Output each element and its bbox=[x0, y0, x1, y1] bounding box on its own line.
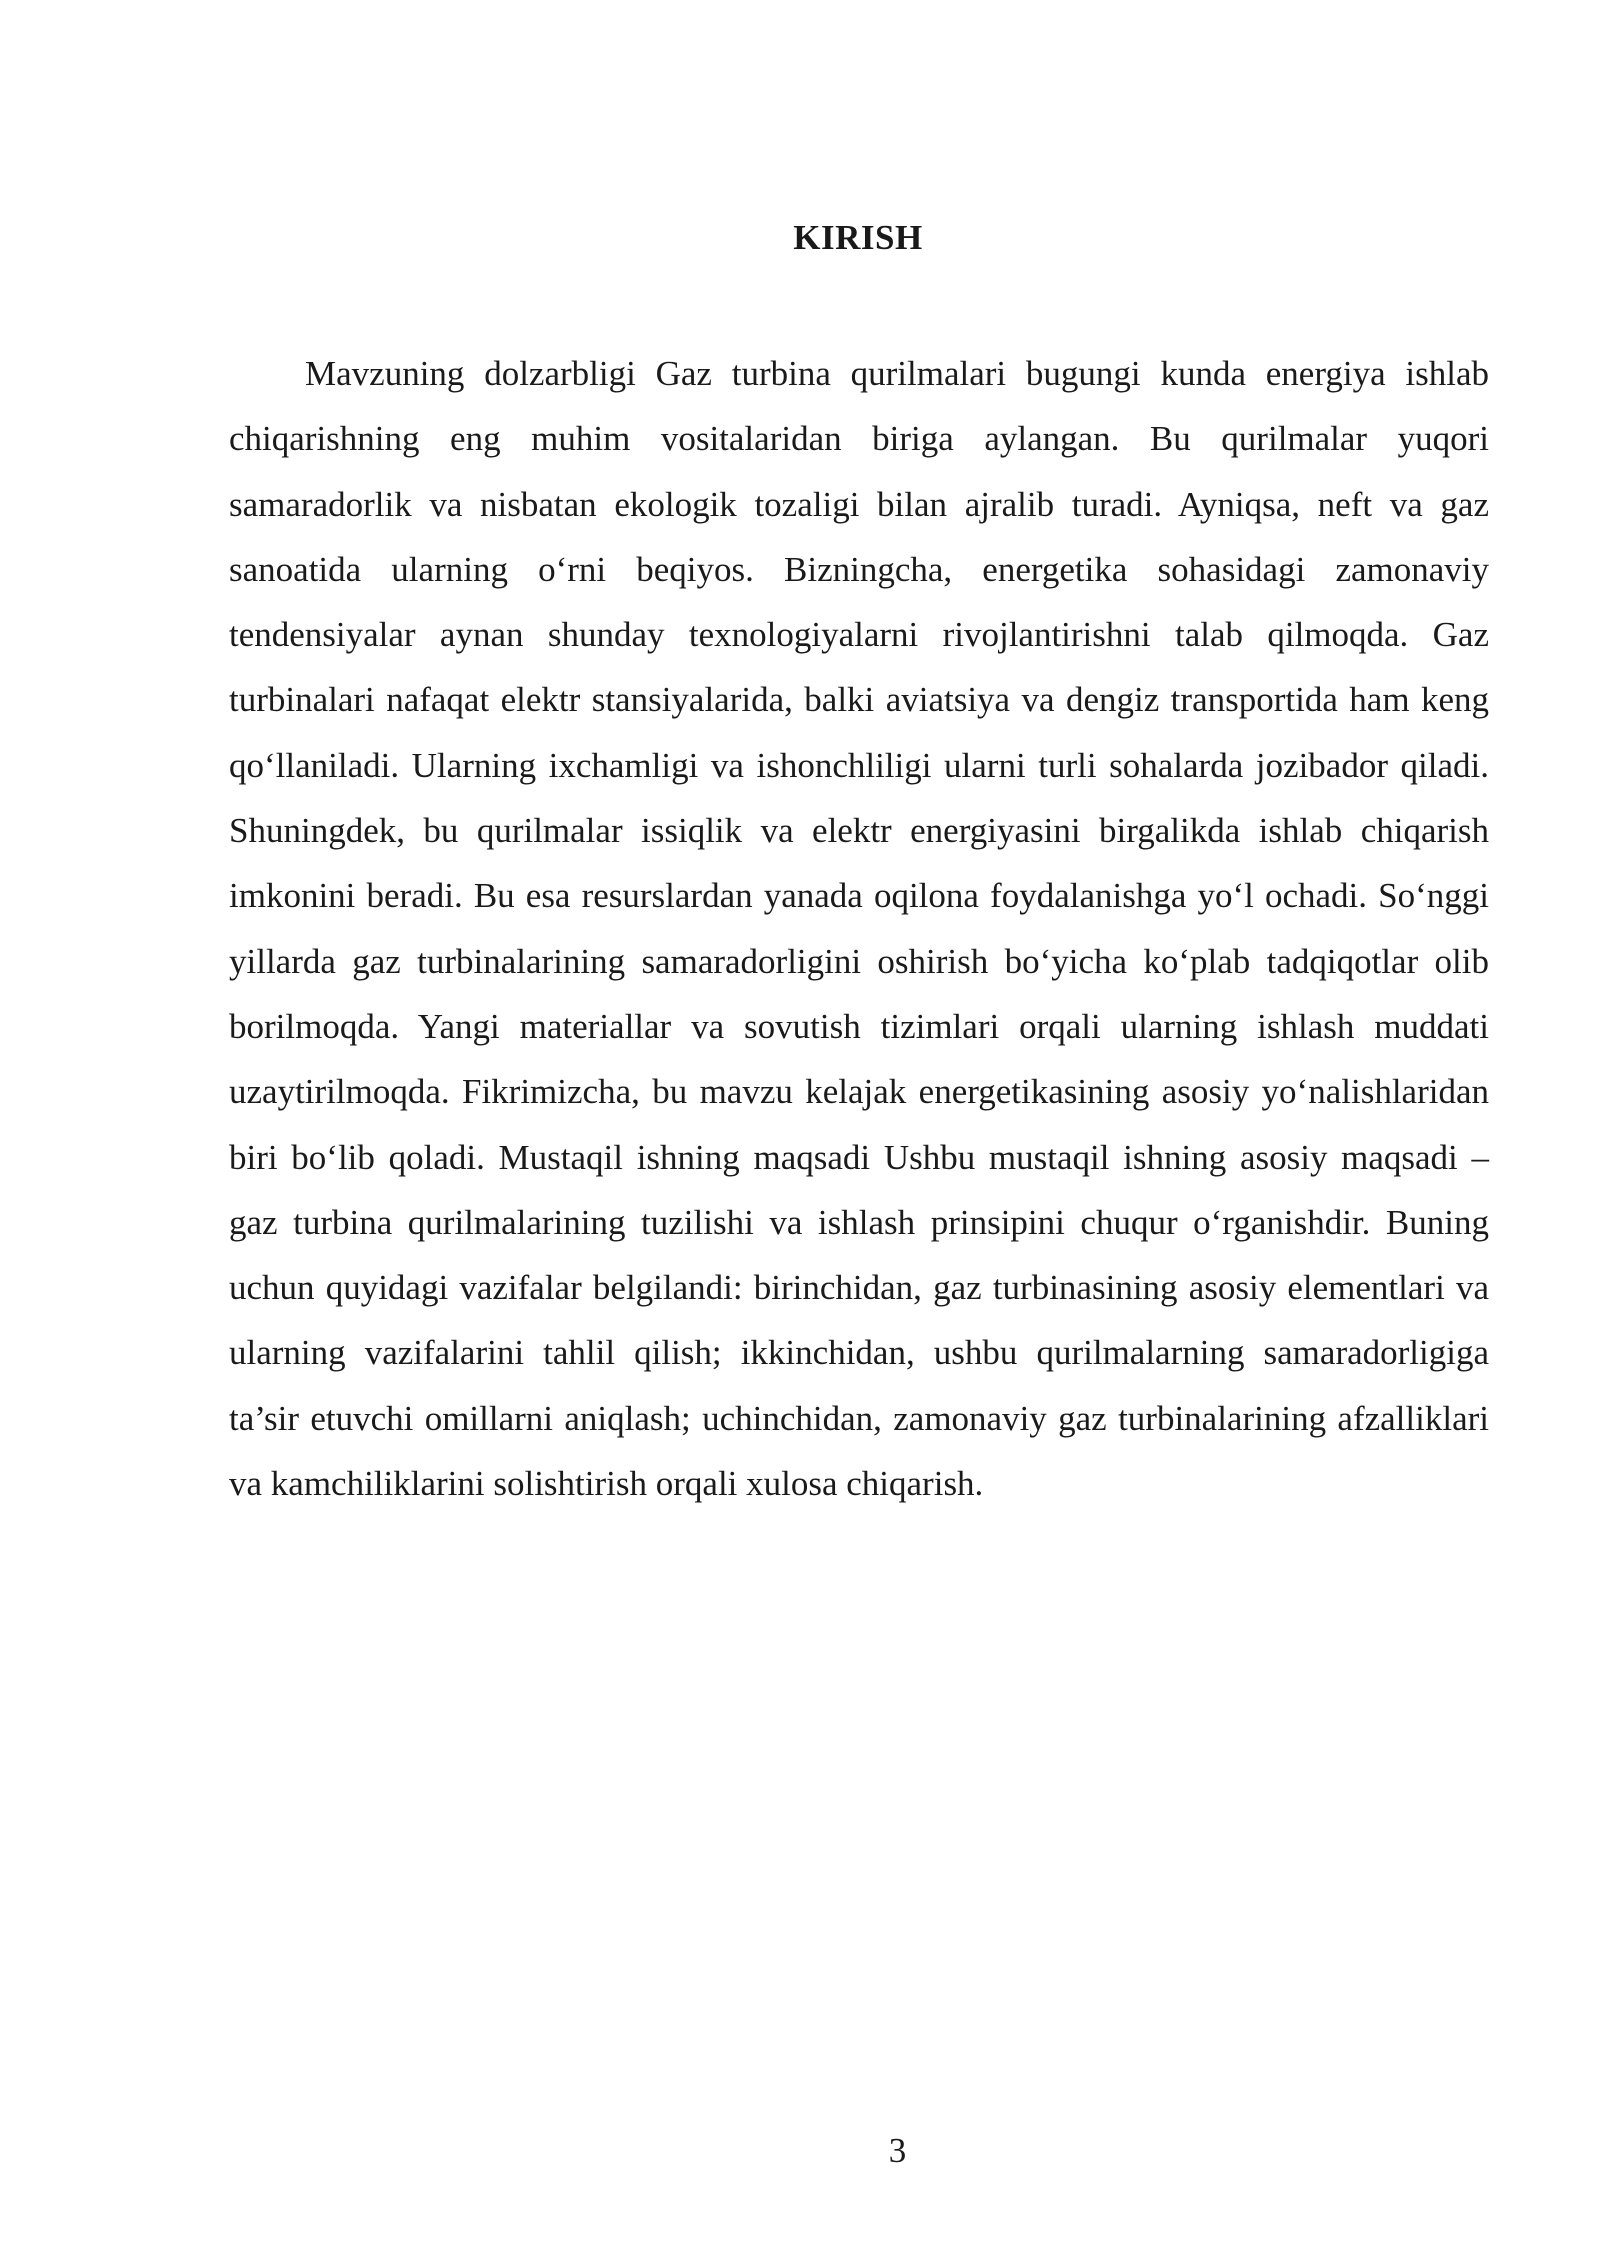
page-number: 3 bbox=[888, 2131, 907, 2170]
body-paragraph: Mavzuning dolzarbligi Gaz turbina qurilmalari bugungi kunda energiya ishlab chiqarishning eng muhim vositalaridan biriga aylangan. Bu qurilmalar yuqori samaradorlik va nisbatan ekologik tozaligi bilan ajralib turadi. Ayniqsa, neft va gaz sanoatida ularning o‘rni beqiyos. Bizningcha, energetika sohasidagi zamonaviy tendensiyalar aynan shunday texnologiyalarni rivojlantirishni talab qilmoqda. Gaz turbinalari nafaqat elektr stansiyalarida, balki aviatsiya va dengiz transportida ham keng qo‘llaniladi. Ularning ixchamligi va ishonchliligi ularni turli sohalarda jozibador qiladi. Shuningdek, bu qurilmalar issiqlik va elektr energiyasini birgalikda ishlab chiqarish imkonini beradi. Bu esa resurslardan yanada oqilona foydalanishga yo‘l ochadi. So‘nggi yillarda gaz turbinalarining samaradorligini oshirish bo‘yicha ko‘plab tadqiqotlar olib borilmoqda. Yangi materiallar va sovutish tizimlari orqali ularning ishlash muddati uzaytirilmoqda. Fikrimizcha, bu mavzu kelajak energetikasining asosiy yo‘nalishlaridan biri bo‘lib qoladi. Mustaqil ishning maqsadi Ushbu mustaqil ishning asosiy maqsadi – gaz turbina qurilmalarining tuzilishi va ishlash prinsipini chuqur o‘rganishdir. Buning uchun quyidagi vazifalar belgilandi: birinchidan, gaz turbinasining asosiy elementlari va ularning vazifalarini tahlil qilish; ikkinchidan, ushbu qurilmalarning samaradorligiga ta’sir etuvchi omillarni aniqlash; uchinchidan, zamonaviy gaz turbinalarining afzalliklari va kamchiliklarini solishtirish orqali xulosa chiqarish. bbox=[229, 354, 1489, 1504]
section-heading: KIRISH bbox=[793, 218, 923, 257]
